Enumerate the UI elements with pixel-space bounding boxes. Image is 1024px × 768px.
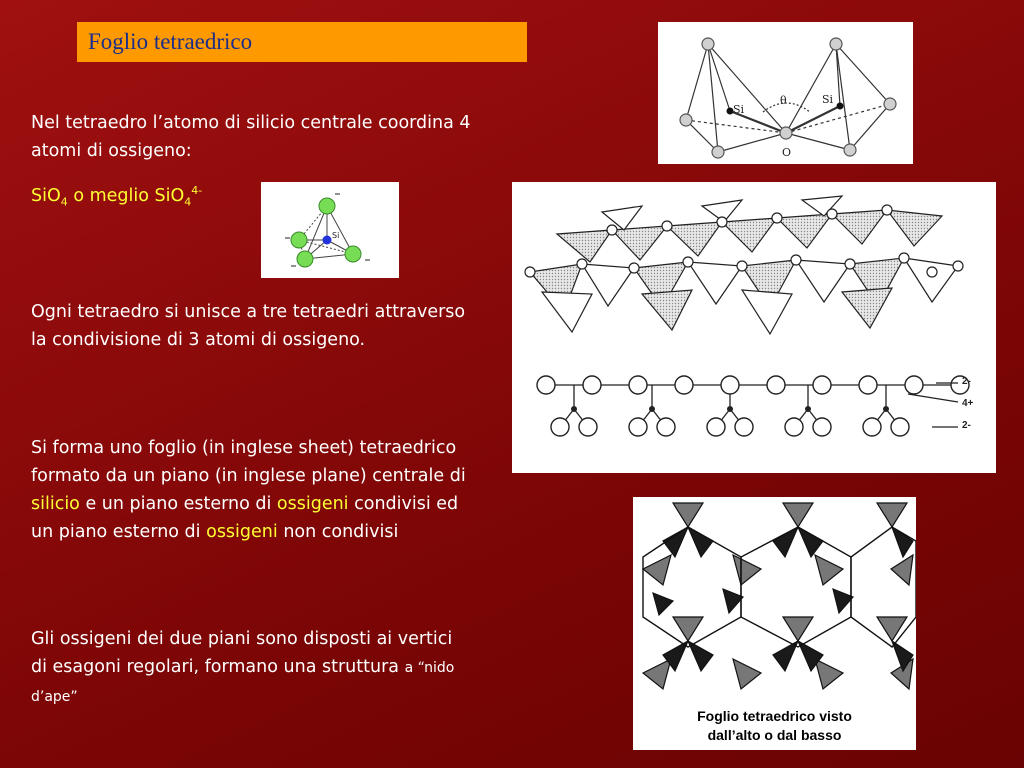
figure-sio4-model	[261, 182, 399, 278]
figure-sheet-side-view	[512, 182, 996, 473]
formula-a-sub: 4	[60, 195, 68, 209]
label-si-model: Si	[332, 231, 340, 240]
sheet-top-view-drawing	[633, 497, 916, 702]
paragraph-sheet-text-2: e un piano esterno di	[79, 494, 277, 514]
paragraph-sharing-text: Ogni tetraedro si unisce a tre tetraedri attraverso la condivisione di 3 atomi di ossigeno.	[31, 302, 466, 350]
label-o: O	[782, 146, 792, 159]
formula-b-base: SiO	[154, 185, 185, 206]
caption-line-1: Foglio tetraedrico visto	[697, 708, 852, 724]
paragraph-hexagons-text: Gli ossigeni dei due piani sono disposti ai vertici di esagoni regolari, formano una struttura	[31, 629, 453, 677]
formula-b-sup: 4-	[191, 184, 203, 197]
label-si-right: Si	[822, 93, 834, 106]
formula-a-base: SiO	[31, 185, 61, 206]
paragraph-sheet-text-4: non condivisi	[277, 522, 399, 542]
paragraph-tetrahedron-text: Nel tetraedro l’atomo di silicio centrale coordina 4 atomi di ossigeno:	[31, 113, 471, 161]
highlight-silicio: silicio	[31, 494, 80, 514]
label-theta: θ	[780, 94, 787, 107]
paragraph-sheet-text-1: Si forma uno foglio (in inglese sheet) tetraedrico formato da un piano (in inglese plane) centrale di	[31, 438, 466, 486]
formula-line	[31, 177, 471, 216]
paragraph-hexagons	[31, 625, 471, 711]
paragraph-sharing	[31, 298, 471, 354]
sheet-side-view-drawing	[512, 182, 996, 473]
figure-sheet-top-view	[633, 497, 916, 750]
slide-title: Foglio tetraedrico	[88, 29, 253, 54]
slide-title-box	[77, 22, 527, 62]
formula-b-sub: 4	[184, 195, 192, 209]
paragraph-tetrahedron	[31, 109, 471, 165]
tetrahedra-pair-drawing	[658, 22, 913, 164]
highlight-ossigeni-2: ossigeni	[206, 522, 278, 542]
highlight-ossigeni-1: ossigeni	[276, 494, 349, 514]
sheet-top-caption	[633, 707, 916, 745]
figure-tetrahedra-pair	[658, 22, 913, 164]
paragraph-sheet-text-3: condivisi ed un piano esterno di	[31, 494, 459, 542]
caption-line-2: dall’alto o dal basso	[707, 727, 842, 743]
charge-bottom: 2-	[962, 420, 971, 431]
sio4-model-drawing	[261, 182, 399, 278]
formula-connector: o meglio	[67, 185, 155, 206]
paragraph-sheet	[31, 434, 471, 546]
charge-mid: 4+	[962, 398, 974, 409]
label-si-left: Si	[733, 103, 745, 116]
paragraph-hexagons-small: a “nido d’ape”	[31, 660, 455, 705]
charge-top: 2-	[962, 376, 971, 387]
